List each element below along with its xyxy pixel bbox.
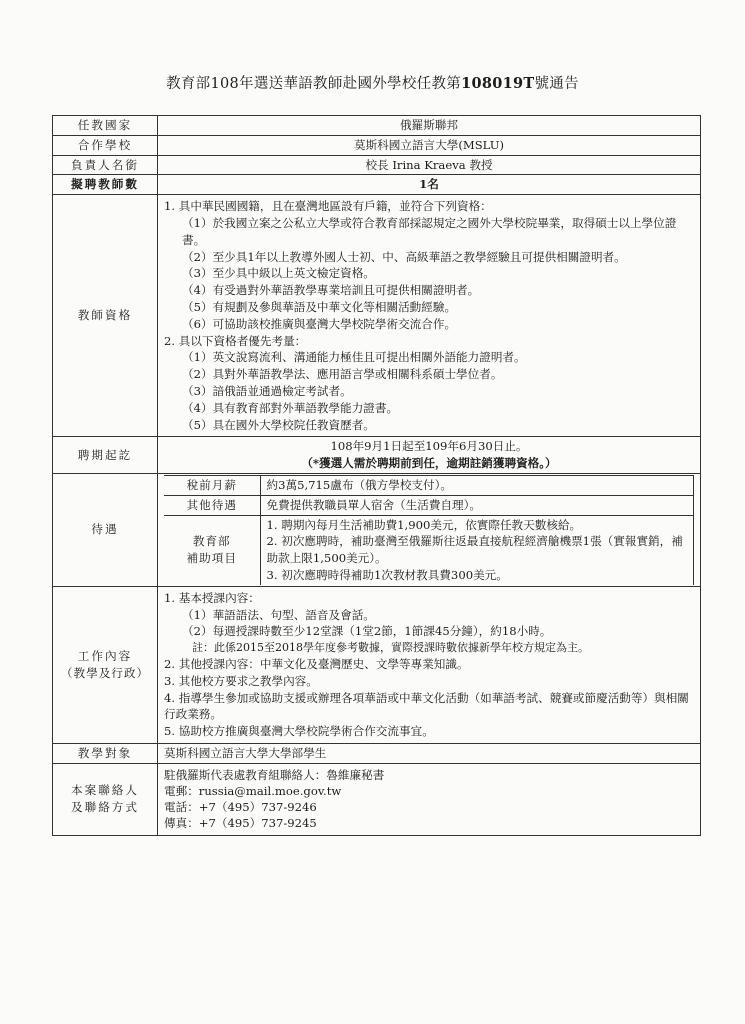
req-item: （2）至少具1年以上教導外國人士初、中、高級華語之教學經驗且可提供相關證明者。 (182, 249, 626, 264)
duties-label-line2: （教學及行政） (60, 665, 150, 680)
moe-subsidy-row (164, 515, 694, 585)
pref-item: （4）具有教育部對外華語教學能力證書。 (182, 400, 399, 415)
moe-label-line1: 教育部 (192, 534, 231, 549)
req-item: （5）有規劃及參與華語及中華文化等相關活動經驗。 (182, 299, 457, 314)
head-value: 校長 Irina Kraeva 教授 (158, 155, 701, 175)
row-partner (53, 135, 701, 155)
quota-label: 擬聘教師數 (53, 175, 158, 195)
salary-row (164, 475, 694, 495)
contact-phone: 電話：+7（495）737-9246 (164, 800, 317, 815)
pref-item: （3）諳俄語並通過檢定考試者。 (182, 383, 352, 398)
other-benefit-value: 免費提供教職員單人宿舍（生活費自理）。 (260, 495, 694, 515)
contact-email: 電郵：russia@mail.moe.gov.tw (164, 784, 342, 799)
row-country (53, 116, 701, 136)
req-item: （6）可協助該校推廣與臺灣大學校院學術交流合作。 (182, 316, 457, 331)
duty-item: 1. 基本授課內容： (164, 590, 260, 605)
partner-label: 合作學校 (53, 135, 158, 155)
qualifications-label: 教師資格 (53, 195, 158, 437)
pref-list (164, 349, 694, 433)
country-value: 俄羅斯聯邦 (158, 116, 701, 136)
period-content (158, 437, 701, 474)
notice-table (52, 115, 701, 836)
duty-item: 2. 其他授課內容：中華文化及臺灣歷史、文學等專業知識。 (164, 657, 469, 672)
moe-item: 1. 聘期內每月生活補助費1,900美元，依實際任教天數核給。 (266, 517, 582, 532)
document-title (0, 72, 745, 93)
row-qualifications (53, 195, 701, 437)
duty-item: 3. 其他校方要求之教學內容。 (164, 673, 318, 688)
moe-subsidy-items (260, 515, 694, 585)
req-item: （3）至少具中級以上英文檢定資格。 (182, 266, 375, 281)
duty-sub-item: （1）華語語法、句型、語音及會話。 (182, 607, 375, 622)
title-suffix: 號通告 (534, 76, 579, 92)
period-dates: 108年9月1日起至109年6月30日止。 (330, 439, 528, 454)
moe-subsidy-label (164, 515, 260, 585)
title-code: 108019T (461, 75, 535, 92)
contact-label (53, 763, 158, 835)
duties-label (53, 586, 158, 743)
period-warning: （*獲選人需於聘期前到任，逾期註銷獲聘資格。） (301, 456, 557, 471)
title-prefix: 教育部108年選送華語教師赴國外學校任教第 (166, 76, 462, 92)
duty-sub-item: （2）每週授課時數至少12堂課（1堂2節，1節課45分鐘），約18小時。 (182, 624, 552, 639)
audience-value: 莫斯科國立語言大學大學部學生 (158, 744, 701, 764)
moe-label-line2: 補助項目 (186, 551, 237, 566)
audience-label: 教學對象 (53, 744, 158, 764)
row-head (53, 155, 701, 175)
contact-fax: 傳真：+7（495）737-9245 (164, 816, 317, 831)
row-period (53, 437, 701, 474)
moe-item: 2. 初次應聘時，補助臺灣至俄羅斯往返最直接航程經濟艙機票1張（實報實銷，補助款上限1,500美元）。 (266, 534, 683, 566)
salary-label: 稅前月薪 (164, 475, 260, 495)
req-item: （1）於我國立案之公私立大學或符合教育部採認規定之國外大學校院畢業，取得碩士以上學位證書。 (182, 215, 677, 247)
pref-item: （5）具在國外大學校院任教資歷者。 (182, 417, 375, 432)
duty-item: 5. 協助校方推廣與臺灣大學校院學術合作交流事宜。 (164, 724, 434, 739)
other-benefit-row (164, 495, 694, 515)
partner-value: 莫斯科國立語言大學(MSLU) (158, 135, 701, 155)
req-heading: 1. 具中華民國國籍，且在臺灣地區設有戶籍，並符合下列資格： (164, 199, 492, 214)
row-audience (53, 744, 701, 764)
benefits-table (164, 475, 694, 585)
pref-heading: 2. 具以下資格者優先考量： (164, 333, 307, 348)
duties-label-line1: 工作內容 (77, 649, 133, 664)
row-duties (53, 586, 701, 743)
duty-note: 註：此係2015至2018學年度參考數據，實際授課時數依據新學年校方規定為主。 (192, 641, 589, 655)
period-label: 聘期起訖 (53, 437, 158, 474)
benefits-content (158, 473, 701, 586)
quota-value: 1名 (158, 175, 701, 195)
pref-item: （2）具對外華語教學法、應用語言學或相關科系碩士學位者。 (182, 367, 503, 382)
pref-item: （1）英文說寫流利、溝通能力極佳且可提出相關外語能力證明者。 (182, 350, 526, 365)
req-list (164, 215, 694, 333)
contact-label-line1: 本案聯絡人 (71, 783, 139, 798)
salary-value: 約3萬5,715盧布（俄方學校支付）。 (260, 475, 694, 495)
country-label: 任教國家 (53, 116, 158, 136)
moe-item: 3. 初次應聘時得補助1次教材教具費300美元。 (266, 567, 508, 582)
row-quota (53, 175, 701, 195)
duty-item: 4. 指導學生參加或協助支援或辦理各項華語或中華文化活動（如華語考試、競賽或節慶活動等）與相關行政業務。 (164, 690, 689, 722)
contact-person: 駐俄羅斯代表處教育組聯絡人：魯維廉秘書 (164, 767, 385, 782)
contact-label-line2: 及聯絡方式 (71, 800, 139, 815)
duties-content (158, 586, 701, 743)
head-label: 負責人名銜 (53, 155, 158, 175)
benefits-label: 待遇 (53, 473, 158, 586)
qualifications-content (158, 195, 701, 437)
contact-content (158, 763, 701, 835)
row-benefits (53, 473, 701, 586)
other-benefit-label: 其他待遇 (164, 495, 260, 515)
req-item: （4）有受過對外華語教學專業培訓且可提供相關證明者。 (182, 283, 480, 298)
row-contact (53, 763, 701, 835)
